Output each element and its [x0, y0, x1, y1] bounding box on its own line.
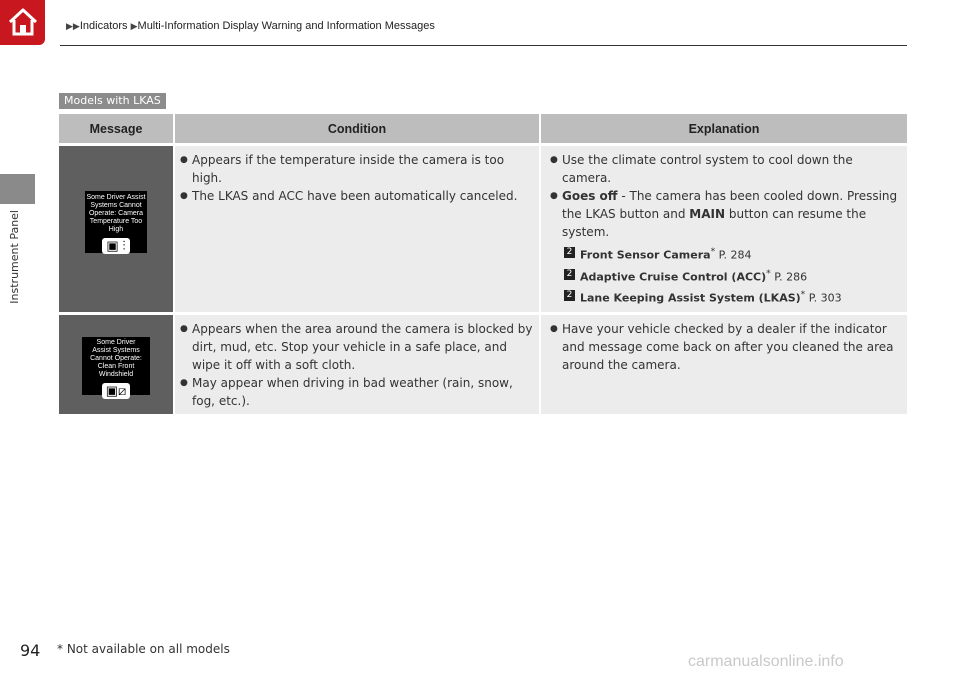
list-item: ● May appear when driving in bad weather (rain, snow, fog, etc.). — [179, 374, 535, 410]
list-item — [549, 187, 899, 241]
reference-arrow-icon: 2 — [564, 247, 575, 258]
reference-page: P. 286 — [774, 270, 808, 284]
column-header-condition: Condition — [175, 114, 541, 143]
sidebar-section-label: Instrument Panel — [8, 210, 21, 304]
chevron-right-icon: ▶ — [130, 21, 138, 31]
bold-term: Goes off — [562, 189, 618, 203]
footnote: * Not available on all models — [57, 642, 230, 656]
camera-temperature-icon: ▣ ⫶ — [102, 238, 129, 254]
header-divider — [60, 45, 907, 46]
breadcrumb — [66, 20, 435, 32]
column-header-message: Message — [59, 114, 175, 143]
footnote-mark: * — [800, 289, 806, 301]
display-message-image — [85, 191, 147, 253]
display-line: Cannot Operate: — [90, 354, 142, 362]
chevron-right-icon: ▶▶ — [66, 21, 80, 31]
condition-cell — [175, 143, 541, 312]
home-button[interactable] — [0, 0, 45, 45]
watermark: carmanualsonline.info — [688, 653, 844, 670]
bold-term: MAIN — [689, 207, 726, 221]
table-row — [59, 143, 907, 312]
message-image-cell — [59, 312, 175, 414]
list-item: ● The LKAS and ACC have been automatically canceled. — [179, 187, 535, 205]
reference-link[interactable] — [562, 265, 899, 287]
breadcrumb-link-indicators[interactable]: Indicators — [79, 20, 128, 32]
display-line: Clean Front Windshield — [97, 362, 135, 378]
explanation-cell — [541, 143, 907, 312]
camera-windshield-icon: ▣⧄ — [102, 383, 131, 399]
footnote-mark: * — [710, 246, 716, 257]
message-image-cell — [59, 143, 175, 312]
sidebar-tab-inactive[interactable] — [0, 47, 35, 174]
display-line: Assist Systems — [92, 346, 140, 354]
display-line: Some Driver — [96, 338, 136, 346]
display-line: Operate: Camera — [88, 210, 144, 217]
table-row — [59, 312, 907, 414]
display-line: Some Driver Assist — [86, 194, 146, 201]
reference-arrow-icon: 2 — [564, 269, 575, 280]
display-line: Systems Cannot — [90, 202, 142, 209]
column-header-explanation: Explanation — [541, 114, 907, 143]
sidebar-tab-active[interactable] — [0, 174, 35, 204]
reference-link[interactable] — [562, 286, 899, 308]
cross-references — [549, 243, 899, 308]
text-run: button can resume the system. — [562, 207, 867, 239]
reference-title: Front Sensor Camera — [580, 248, 711, 262]
list-item: ● Have your vehicle checked by a dealer if the indicator and message come back on after you cleaned the area around the camera. — [549, 320, 899, 374]
page-number: 94 — [20, 641, 41, 660]
reference-arrow-icon: 2 — [564, 290, 575, 301]
condition-cell — [175, 312, 541, 414]
list-item: ● Use the climate control system to cool down the camera. — [549, 151, 899, 187]
text-run: - The camera has been cooled down. Pressing the LKAS button and — [562, 189, 898, 221]
reference-title: Adaptive Cruise Control (ACC) — [580, 270, 767, 284]
explanation-cell — [541, 312, 907, 414]
reference-title: Lane Keeping Assist System (LKAS) — [580, 291, 801, 305]
footnote-mark: * — [766, 267, 771, 279]
reference-page: P. 303 — [808, 291, 842, 305]
display-message-image — [82, 337, 150, 398]
reference-page: P. 284 — [718, 248, 752, 262]
list-item: ● Appears if the temperature inside the camera is too high. — [179, 151, 535, 187]
messages-table — [59, 114, 907, 414]
list-item: ● Appears when the area around the camera is blocked by dirt, mud, etc. Stop your vehicle in a safe place, and wipe it off with a soft cloth. — [179, 320, 535, 374]
section-tag: Models with LKAS — [59, 93, 166, 109]
reference-link[interactable] — [562, 243, 899, 265]
home-icon — [7, 6, 39, 38]
display-line: Temperature Too High — [89, 218, 143, 233]
breadcrumb-current[interactable]: Multi-Information Display Warning and Information Messages — [137, 20, 435, 32]
